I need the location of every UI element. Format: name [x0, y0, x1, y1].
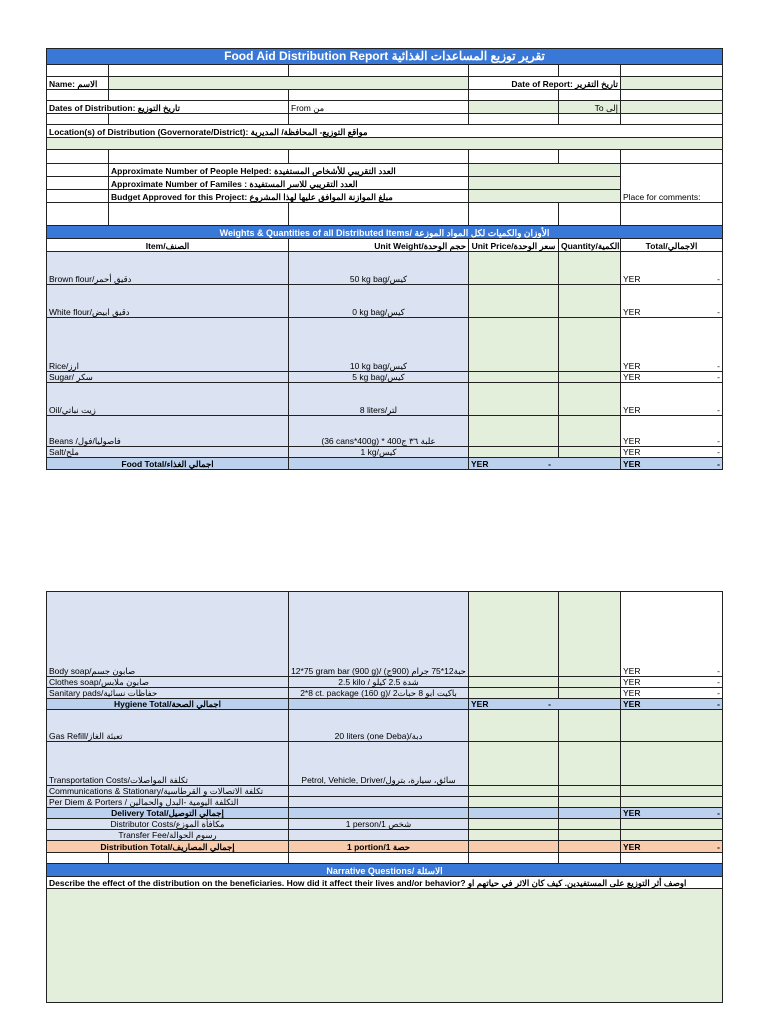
item-cell: Gas Refill/تعبئة الغاز — [47, 710, 289, 742]
item-cell: Transportation Costs/تكلفة المواصلات — [47, 742, 289, 786]
quantity-field[interactable] — [559, 318, 621, 372]
total-cell: YER - — [621, 252, 723, 285]
total-cell: YER - — [621, 372, 723, 383]
unit-price-field[interactable] — [469, 688, 559, 699]
hygiene-total-label: Hygiene Total/اجمالي الصحة — [47, 699, 289, 710]
total-cell: YER - — [621, 318, 723, 372]
item-cell: Beans /فاصوليا/فول — [47, 416, 289, 447]
item-cell: Transfer Fee/رسوم الحوالة — [47, 830, 289, 841]
quantity-field[interactable] — [559, 819, 621, 830]
table-row — [47, 285, 723, 318]
unit-price-field[interactable] — [469, 710, 559, 742]
quantity-field[interactable] — [559, 285, 621, 318]
unit-weight-cell: 50 kg bag/كيس — [289, 252, 469, 285]
hygiene-total-cell: YER - — [621, 699, 723, 710]
table-row — [47, 372, 723, 383]
table-row — [47, 416, 723, 447]
total-field[interactable] — [621, 710, 723, 742]
quantity-field[interactable] — [559, 447, 621, 458]
delivery-total-label: Delivery Total/إجمالي التوصيل — [47, 808, 289, 819]
quantity-field[interactable] — [559, 742, 621, 786]
col-item-header: Item/الصنف — [47, 239, 289, 252]
total-cell: YER - — [621, 688, 723, 699]
unit-price-field[interactable] — [469, 819, 559, 830]
food-total-row — [47, 458, 723, 470]
item-cell: Sugar/ سكر — [47, 372, 289, 383]
unit-price-field[interactable] — [469, 252, 559, 285]
item-cell: Body soap/صابون جسم — [47, 592, 289, 677]
table-row — [47, 688, 723, 699]
table-row — [47, 592, 723, 677]
distribution-total-portion: 1 portion/1 حصة — [289, 841, 469, 853]
delivery-total-cell: YER - — [621, 808, 723, 819]
weights-section-title: Weights & Quantities of all Distributed Items/ الأوزان والكميات لكل المواد الموزعة — [47, 226, 723, 239]
food-total-label: Food Total/اجمالي الغذاء — [47, 458, 289, 470]
report-sheet-top — [46, 48, 723, 470]
unit-price-field[interactable] — [469, 677, 559, 688]
comments-box[interactable] — [621, 164, 723, 203]
item-cell: Sanitary pads/حفاظات نسائية — [47, 688, 289, 699]
unit-price-field[interactable] — [469, 797, 559, 808]
quantity-field[interactable] — [559, 830, 621, 841]
quantity-field[interactable] — [559, 383, 621, 416]
col-total-header: Total/الاجمالي — [621, 239, 723, 252]
total-field[interactable] — [621, 742, 723, 786]
people-helped-field[interactable] — [469, 164, 621, 177]
quantity-field[interactable] — [559, 786, 621, 797]
unit-weight-cell: Petrol, Vehicle, Driver/سائق، سيارة، بترول — [289, 742, 469, 786]
table-row — [47, 797, 723, 808]
table-row — [47, 830, 723, 841]
families-field[interactable] — [469, 177, 621, 190]
table-row — [47, 819, 723, 830]
delivery-total-row — [47, 808, 723, 819]
unit-weight-cell: (36 cans*400g) * علبة ٣٦ ج400 — [289, 416, 469, 447]
unit-price-field[interactable] — [469, 318, 559, 372]
item-cell: Oil/زيت نباتي — [47, 383, 289, 416]
date-of-report-label: Date of Report: تاريخ التقرير — [469, 77, 621, 90]
unit-price-field[interactable] — [469, 830, 559, 841]
unit-weight-cell: 8 liters/لتر — [289, 383, 469, 416]
food-total-cell: YER - — [621, 458, 723, 470]
total-cell: YER - — [621, 285, 723, 318]
dates-of-distribution-label: Dates of Distribution: تاريخ التوزيع — [47, 101, 289, 114]
total-cell: YER - — [621, 416, 723, 447]
to-date-field[interactable] — [621, 101, 723, 114]
quantity-field[interactable] — [559, 797, 621, 808]
distribution-total-row — [47, 841, 723, 853]
unit-weight-cell: 2.5 kilo / شدة 2.5 كيلو — [289, 677, 469, 688]
budget-label: Budget Approved for this Project: مبلغ الموازنة الموافق عليها لهذا المشروع — [109, 190, 469, 203]
from-date-field[interactable] — [469, 101, 559, 114]
name-label: Name: الاسم — [47, 77, 109, 90]
food-total-subtotal: YER - — [469, 458, 621, 470]
location-label: Location(s) of Distribution (Governorate/District): مواقع التوزيع- المحافظة/ المديرية — [47, 125, 723, 138]
unit-price-field[interactable] — [469, 786, 559, 797]
total-cell: YER - — [621, 447, 723, 458]
report-title: Food Aid Distribution Report تقرير توزيع المساعدات الغذائية — [47, 49, 723, 65]
unit-price-field[interactable] — [469, 592, 559, 677]
col-unit-weight-header: Unit Weight/حجم الوحدة — [289, 239, 469, 252]
total-cell: YER - — [621, 677, 723, 688]
item-cell: Clothes soap/صابون ملابس — [47, 677, 289, 688]
quantity-field[interactable] — [559, 710, 621, 742]
unit-price-field[interactable] — [469, 383, 559, 416]
total-field[interactable] — [621, 797, 723, 808]
table-row — [47, 383, 723, 416]
table-row — [47, 252, 723, 285]
people-helped-label: Approximate Number of People Helped: العدد التقريبي للأشخاص المستفيدة — [109, 164, 469, 177]
unit-price-field[interactable] — [469, 742, 559, 786]
item-cell: Salt/ملح — [47, 447, 289, 458]
narrative-section-title: Narrative Questions/ الاسئلة — [47, 864, 723, 877]
report-sheet-bottom — [46, 591, 723, 1003]
unit-weight-cell: 5 kg bag/كيس — [289, 372, 469, 383]
unit-weight-cell: 0 kg bag/كيس — [289, 285, 469, 318]
quantity-field[interactable] — [559, 372, 621, 383]
quantity-field[interactable] — [559, 677, 621, 688]
to-label: To إلى — [559, 101, 621, 114]
item-cell: Distributor Costs/مكافأة الموزع — [47, 819, 289, 830]
hygiene-total-row — [47, 699, 723, 710]
item-cell: Per Diem & Porters / التكلفة اليومية -البدل والحمالين — [47, 797, 289, 808]
distribution-total-cell: YER - — [621, 841, 723, 853]
unit-weight-cell: 1 person/1 شخص — [289, 819, 469, 830]
budget-field[interactable] — [469, 190, 621, 203]
comments-label: Place for comments: — [623, 192, 701, 202]
total-field[interactable] — [621, 830, 723, 841]
unit-weight-cell: 12*75 gram bar (900 g)/ حبة12*75 جرام (900ج) — [289, 592, 469, 677]
table-row — [47, 710, 723, 742]
item-cell: Brown flour/دقيق أحمر — [47, 252, 289, 285]
unit-weight-cell: 1 kg/كيس — [289, 447, 469, 458]
unit-price-field[interactable] — [469, 372, 559, 383]
table-row — [47, 742, 723, 786]
table-row — [47, 677, 723, 688]
total-cell: YER - — [621, 383, 723, 416]
quantity-field[interactable] — [559, 252, 621, 285]
unit-weight-cell: 2*8 ct. package (160 g)/ باكيت ابو 8 حبات2 — [289, 688, 469, 699]
total-field[interactable] — [621, 819, 723, 830]
name-field[interactable] — [109, 77, 469, 90]
unit-price-field[interactable] — [469, 447, 559, 458]
total-field[interactable] — [621, 786, 723, 797]
item-cell: Communications & Stationary/تكلفة الاتصالات و القرطاسية — [47, 786, 289, 797]
quantity-field[interactable] — [559, 688, 621, 699]
col-unit-price-header: Unit Price/سعر الوحدة — [469, 239, 559, 252]
total-cell: YER - — [621, 592, 723, 677]
distribution-total-label: Distribution Total/إجمالي المصاريف — [47, 841, 289, 853]
quantity-field[interactable] — [559, 592, 621, 677]
hygiene-total-subtotal: YER - — [469, 699, 621, 710]
narrative-question: Describe the effect of the distribution on the beneficiaries. How did it affect their lives and/or behavior? اوصف أثر التوزيع على المستفيدين. كيف كان الاثر في حياتهم او — [47, 877, 723, 889]
unit-price-field[interactable] — [469, 285, 559, 318]
unit-weight-cell: 10 kg bag/كيس — [289, 318, 469, 372]
item-cell: White flour/دقيق ابيض — [47, 285, 289, 318]
narrative-answer-field[interactable] — [47, 889, 723, 1003]
table-row — [47, 786, 723, 797]
table-row — [47, 318, 723, 372]
item-cell: Rice/ارز — [47, 318, 289, 372]
unit-price-field[interactable] — [469, 416, 559, 447]
table-row — [47, 447, 723, 458]
quantity-field[interactable] — [559, 416, 621, 447]
col-quantity-header: Quantity/الكمية — [559, 239, 621, 252]
unit-weight-cell: 20 liters (one Deba)/دبة — [289, 710, 469, 742]
from-label: From من — [289, 101, 469, 114]
location-field[interactable] — [47, 138, 723, 150]
date-of-report-field[interactable] — [621, 77, 723, 90]
families-label: Approximate Number of Familes : العدد التقريبي للاسر المستفيدة — [109, 177, 469, 190]
